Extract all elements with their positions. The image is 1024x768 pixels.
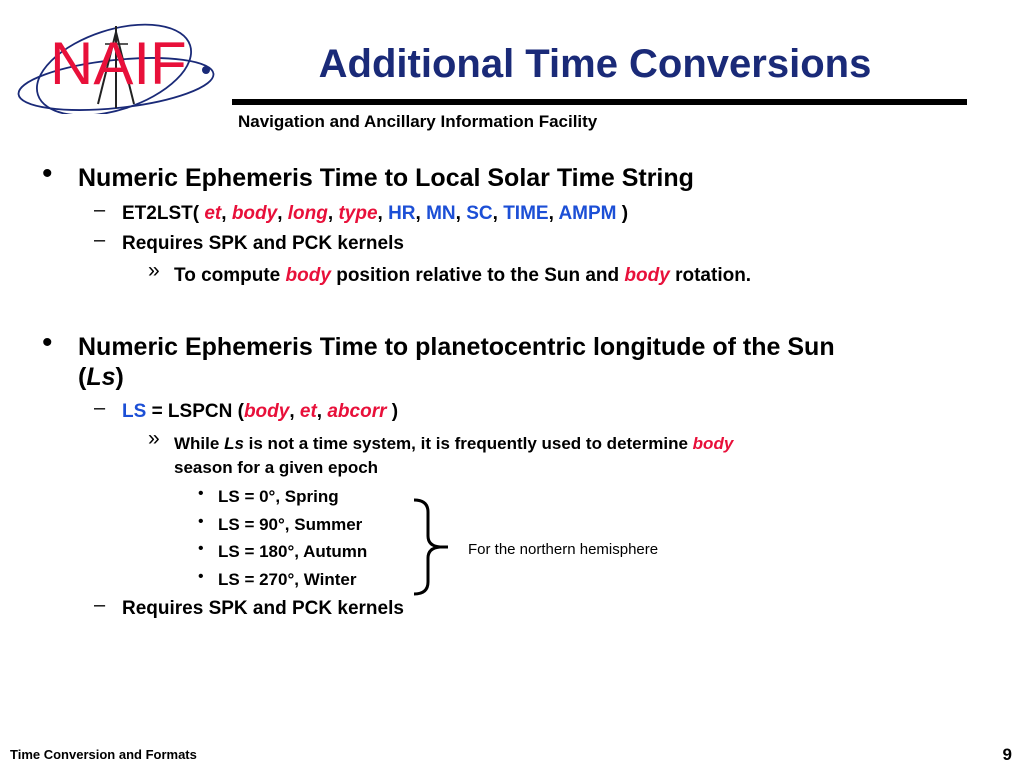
season-item: • LS = 180°, Autumn <box>198 540 368 561</box>
bullet-1-detail: » To compute body position relative to the Sun and body rotation. <box>148 259 752 286</box>
dash-marker: – <box>94 397 106 419</box>
dot-marker: • <box>198 485 204 502</box>
arg-mn: MN <box>426 203 456 224</box>
ls-var: LS <box>122 401 147 422</box>
et2lst-func: ET2LST( <box>122 203 200 224</box>
dash-marker: – <box>94 594 106 616</box>
chevron-marker: » <box>148 259 160 282</box>
arg-body: body <box>231 203 278 224</box>
arg-et: et <box>299 401 317 422</box>
slide-title: Additional Time Conversions <box>318 42 872 86</box>
arg-time: TIME <box>503 203 549 224</box>
bullet-2-sub-1: – LS = LSPCN (body, et, abcorr ) <box>94 397 399 422</box>
naif-logo <box>14 22 229 114</box>
bullet-2-text: Numeric Ephemeris Time to planetocentric longitude of the Sun <box>78 333 835 361</box>
arg-ampm: AMPM <box>558 203 617 224</box>
dot-marker: • <box>198 540 204 557</box>
lspcn-func: = LSPCN ( <box>151 401 244 422</box>
bullet-2-sub-2: – Requires SPK and PCK kernels <box>94 594 404 619</box>
arg-type: type <box>338 203 378 224</box>
hemisphere-note: For the northern hemisphere <box>468 541 659 558</box>
footer-title: Time Conversion and Formats <box>10 747 197 762</box>
dash-marker: – <box>94 199 106 221</box>
bullet-2-detail-line-2: season for a given epoch <box>174 458 379 477</box>
chevron-marker: » <box>148 427 160 450</box>
body-term: body <box>285 265 331 286</box>
arg-body: body <box>243 401 290 422</box>
bullet-1-sub-2 <box>94 229 404 256</box>
arg-abcorr: abcorr <box>327 401 387 422</box>
ls-term: Ls <box>224 434 244 453</box>
arg-hr: HR <box>388 203 416 224</box>
ls-term: Ls <box>86 363 116 391</box>
bullet-1-sub-1: – ET2LST( et, body, long, type, HR, MN, SC, TIME, AMPM ) <box>94 199 629 224</box>
season-item: • LS = 90°, Summer <box>198 513 363 534</box>
bullet-2 <box>42 326 835 362</box>
dot-marker: • <box>198 513 204 530</box>
body-term: body <box>692 434 734 453</box>
dash-marker: – <box>94 229 106 251</box>
page-number: 9 <box>1002 745 1012 764</box>
bullet-2-detail: » While Ls is not a time system, it is frequently used to determine body <box>148 427 734 453</box>
bullet-marker: • <box>42 157 53 190</box>
right-brace <box>410 498 450 596</box>
arg-long: long <box>287 203 328 224</box>
slide-subtitle: Navigation and Ancillary Information Facility <box>238 112 598 131</box>
svg-text:NAIF: NAIF <box>50 30 187 97</box>
dot-marker: • <box>198 568 204 585</box>
arg-sc: SC <box>466 203 493 224</box>
body-term: body <box>624 265 670 286</box>
bullet-2-line-2: (Ls) <box>78 363 124 391</box>
bullet-1-text: Numeric Ephemeris Time to Local Solar Time String <box>78 164 694 192</box>
bullet-1 <box>42 157 694 193</box>
bullet-1-sub-2-text: Requires SPK and PCK kernels <box>122 233 404 254</box>
bullet-marker: • <box>42 326 53 359</box>
title-divider <box>232 99 967 105</box>
arg-et: et <box>204 203 222 224</box>
season-item: • LS = 0°, Spring <box>198 485 339 506</box>
season-item: • LS = 270°, Winter <box>198 568 357 589</box>
